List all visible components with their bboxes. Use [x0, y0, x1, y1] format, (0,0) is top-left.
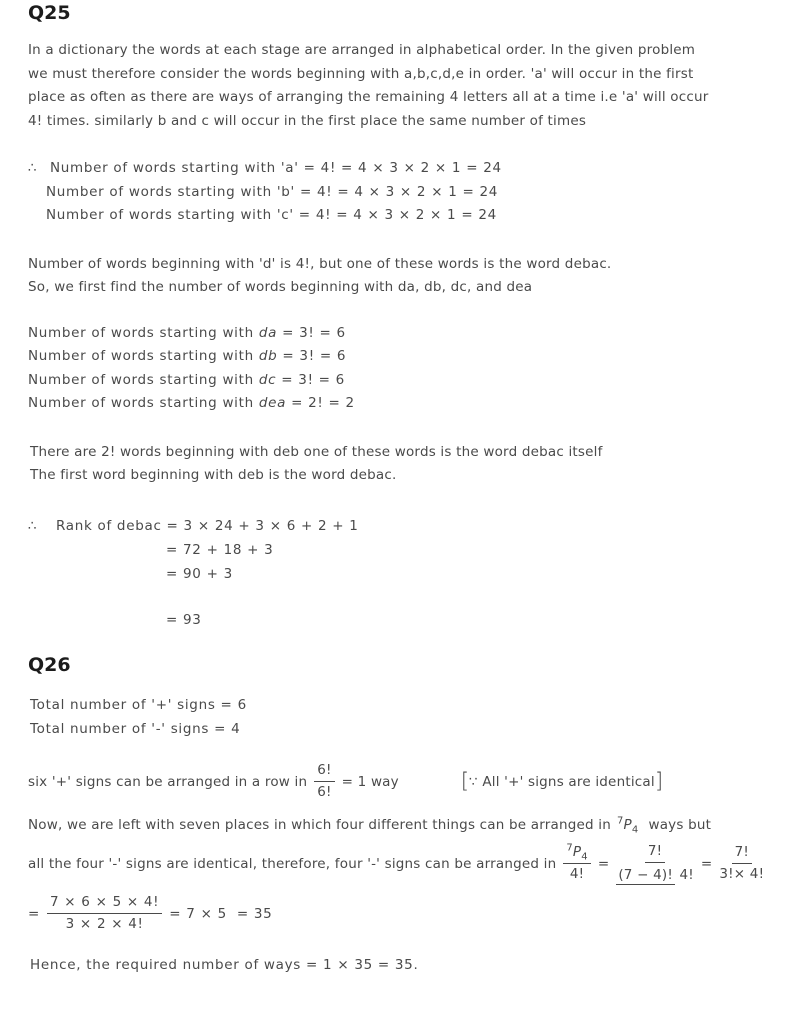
word-da: da: [258, 324, 278, 341]
bracket-note: ∵ All '+' signs are identical: [469, 773, 655, 790]
calc-result: = 35: [236, 905, 273, 922]
close-bracket: ]: [654, 768, 664, 793]
rank-line-3: = 90 + 3: [166, 566, 233, 582]
count-line-da: [28, 322, 793, 346]
therefore-symbol: ∴: [28, 517, 37, 534]
nested-denominator-fraction: [616, 865, 694, 885]
fraction-numerator: [563, 843, 590, 864]
count-line-c: Number of words starting with 'c' = 4! = 4 × 3 × 2 × 1 = 24: [46, 207, 497, 223]
total-minus-line: Total number of '-' signs = 4: [30, 720, 241, 737]
paragraph-line: So, we first find the number of words beginning with da, db, dc, and dea: [28, 279, 533, 295]
rank-line-2: = 72 + 18 + 3: [166, 542, 274, 558]
count-line-db: [28, 345, 793, 369]
now-line-text: Now, we are left with seven places in which four different things can be arranged in: [28, 817, 611, 833]
fraction-numerator: 6!: [314, 761, 334, 782]
count-suffix: = 3! = 6: [277, 324, 346, 341]
open-bracket: [: [460, 768, 470, 793]
q26-totals-block: [28, 694, 793, 741]
fraction-denominator: 6!: [317, 784, 332, 800]
q26-conclusion-line: Hence, the required number of ways = 1 × 35 = 35.: [30, 957, 419, 973]
six-line-text: six '+' signs can be arranged in a row in: [28, 773, 308, 790]
count-line-a: [28, 157, 793, 181]
equals-sign: =: [700, 855, 713, 872]
npr-subscript: 4: [581, 851, 588, 863]
count-line-text: Number of words starting with 'a' = 4! = 4 × 3 × 2 × 1 = 24: [50, 160, 502, 176]
total-plus-line: Total number of '+' signs = 6: [30, 697, 247, 713]
fraction-numerator: 7!: [645, 842, 665, 863]
six-line-result: = 1 way: [341, 773, 399, 790]
paragraph-line: In a dictionary the words at each stage are arranged in alphabetical order. In the given problem: [28, 42, 696, 58]
inner-numerator: (7 − 4)!: [618, 867, 673, 883]
question-heading-q25: Q25: [28, 2, 71, 24]
word-dc: dc: [258, 371, 277, 388]
fraction-7fact-over-3fact4fact: [719, 843, 764, 884]
count-line-dc: [28, 369, 793, 393]
q26-seven-places-line: [28, 812, 793, 838]
count-prefix: Number of words starting with: [28, 324, 259, 341]
paragraph-line: we must therefore consider the words beginning with a,b,c,d,e in order. 'a' will occur in the first: [28, 65, 694, 82]
q26-arrangement-equation-line: [28, 842, 793, 885]
count-suffix: = 3! = 6: [276, 371, 345, 388]
npr-superscript: 7: [616, 815, 624, 827]
word-dea: dea: [258, 395, 287, 411]
arrange-line-text: all the four '-' signs are identical, therefore, four '-' signs can be arranged in: [28, 855, 557, 872]
now-line-tail: ways but: [648, 817, 712, 833]
paragraph-line: place as often as there are ways of arranging the remaining 4 letters all at a time i.e 'a' will occur: [28, 89, 709, 105]
fraction-denominator: 4!: [569, 866, 585, 882]
count-prefix: Number of words starting with: [28, 395, 259, 411]
rank-line-1: [28, 515, 793, 539]
paragraph-line: 4! times. similarly b and c will occur in the first place the same number of times: [28, 112, 587, 129]
q25-deb-paragraph: [28, 441, 793, 488]
rank-result: = 93: [166, 612, 202, 628]
fraction-expansion: [47, 893, 162, 934]
q26-six-plus-line: [28, 761, 793, 802]
npr-superscript: 7: [566, 842, 573, 854]
fraction-denominator: 3!× 4!: [719, 866, 765, 882]
word-db: db: [258, 348, 278, 364]
npr-letter: P: [623, 817, 632, 833]
calc-mid: = 7 × 5: [169, 905, 227, 922]
inner-denominator: 4!: [679, 867, 694, 883]
question-heading-q26: Q26: [28, 654, 71, 676]
paragraph-line: There are 2! words beginning with deb one of these words is the word debac itself: [30, 443, 603, 460]
fraction-7p4-over-4fact: [563, 843, 590, 884]
count-suffix: = 2! = 2: [286, 395, 355, 411]
count-prefix: Number of words starting with: [28, 371, 259, 388]
fraction-denominator: 3 × 2 × 4!: [65, 916, 144, 932]
rank-equation: Rank of debac = 3 × 24 + 3 × 6 + 2 + 1: [56, 517, 359, 534]
count-suffix: = 3! = 6: [277, 348, 347, 364]
q25-d-word-counts: [28, 322, 793, 416]
npr-letter: P: [572, 844, 582, 860]
fraction-numerator: 7!: [732, 843, 752, 864]
npr-subscript: 4: [631, 824, 639, 836]
fraction-numerator: 7 × 6 × 5 × 4!: [47, 893, 162, 914]
q25-abc-count-block: [28, 157, 793, 228]
q25-rank-block: [28, 515, 793, 633]
count-prefix: Number of words starting with: [28, 348, 259, 364]
count-line-b: Number of words starting with 'b' = 4! = 4 × 3 × 2 × 1 = 24: [46, 183, 499, 200]
equals-sign: =: [28, 905, 41, 922]
q25-d-paragraph: [28, 253, 793, 300]
nested-fraction-7fact: [616, 842, 694, 885]
q26-calculation-line: [28, 893, 793, 934]
paragraph-line: Number of words beginning with 'd' is 4!, but one of these words is the word debac.: [28, 255, 612, 272]
equals-sign: =: [597, 855, 610, 872]
count-line-dea: [28, 392, 793, 416]
fraction-6-over-6: [314, 761, 334, 802]
paragraph-line: The first word beginning with deb is the word debac.: [30, 467, 397, 483]
q25-intro-paragraph: [28, 39, 793, 133]
therefore-symbol: ∴: [28, 160, 37, 176]
